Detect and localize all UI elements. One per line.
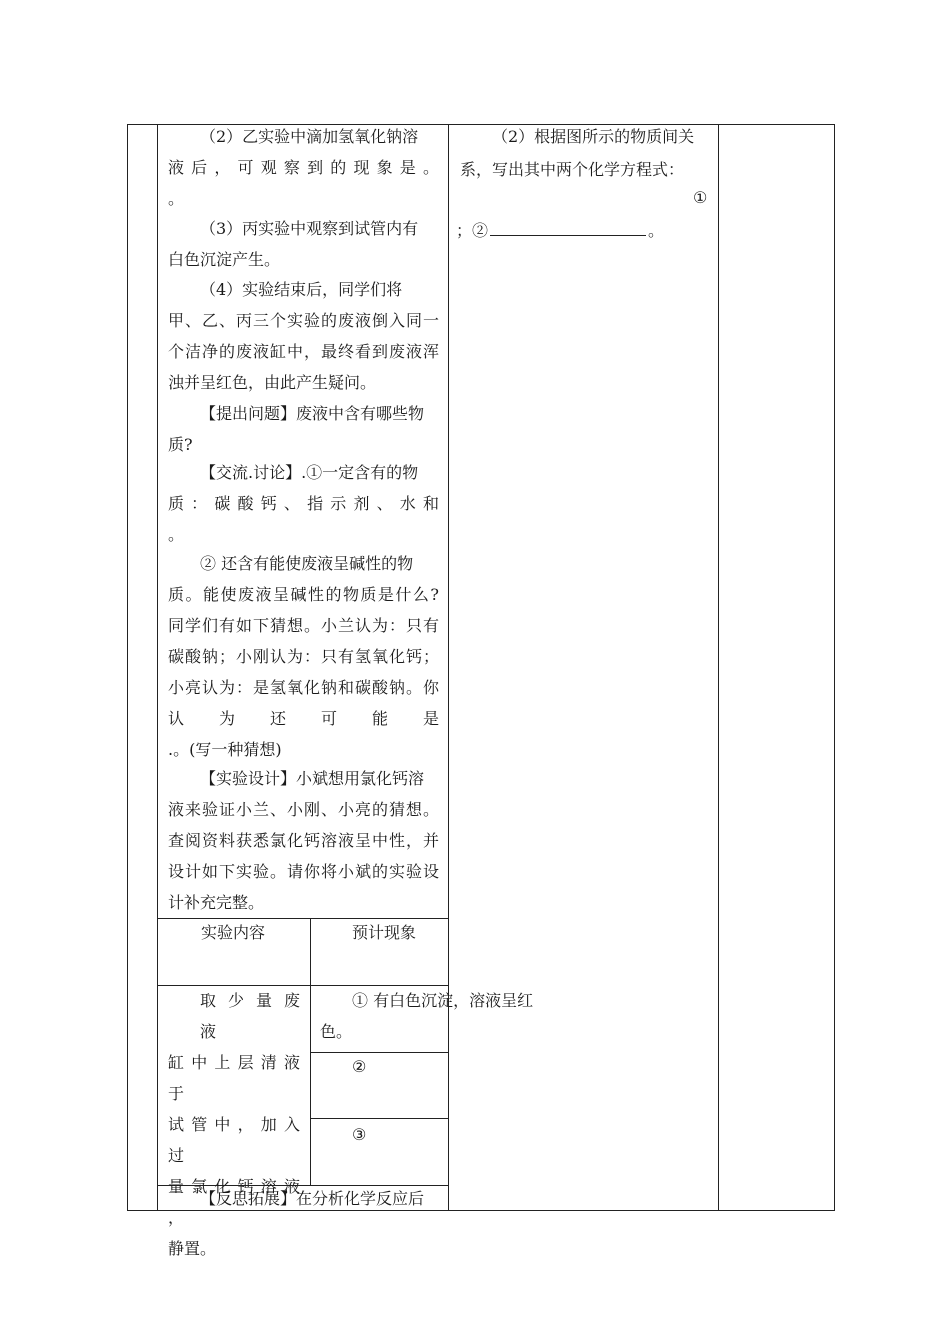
raise-question: 【提出问题】废液中含有哪些物 质? xyxy=(168,404,425,454)
phenomenon-3: ③ xyxy=(352,1125,367,1144)
question-2: （2）乙实验中滴加氢氧化钠溶 液 后 ， 可 观 察 到 的 现 象 是 。 。 xyxy=(168,127,439,208)
equation-2-line xyxy=(456,216,664,246)
table-right-border xyxy=(834,124,835,1211)
column-divider-2 xyxy=(448,124,449,1211)
column-divider-1 xyxy=(157,124,158,1211)
equation-2-prefix: ；② xyxy=(456,221,489,240)
question-4: （4）实验结束后，同学们将 甲、乙、丙三个实验的废液倒入同一 个洁净的废液缸中，最终看到废液浑 浊并呈红色，由此产生疑问。 xyxy=(168,280,439,392)
phenomenon-1: ① 有白色沉淀，溶液呈红 色。 xyxy=(320,991,534,1041)
experiment-content-cell: 取 少 量 废 液 缸 中 上 层 清 液 于 试 管 中 ， 加 入 过 量 氯 化 钙 溶 液 ， 静置。 xyxy=(168,991,300,1258)
right-question-2-line1: （2）根据图所示的物质间关 xyxy=(492,127,695,146)
equation-2-suffix: 。 xyxy=(648,221,665,240)
header-experiment-content: 实验内容 xyxy=(201,923,266,942)
discussion: 【交流.讨论】.①一定含有的物 质 ： 碳 酸 钙 、 指 示 剂 、 水 和 。 xyxy=(168,463,439,544)
column-divider-3 xyxy=(718,124,719,1211)
question-3: （3）丙实验中观察到试管内有 白色沉淀产生。 xyxy=(168,219,419,269)
equation-1-marker: ① xyxy=(693,188,708,207)
right-question-2-line2: 系，写出其中两个化学方程式： xyxy=(460,160,685,179)
inner-table-row2-bottom xyxy=(310,1118,449,1119)
reflection: 【反思拓展】在分析化学反应后 xyxy=(200,1189,425,1208)
inner-table-column-divider xyxy=(310,918,311,1186)
table-left-border xyxy=(127,124,128,1211)
phenomenon-2: ② xyxy=(352,1057,367,1076)
header-expected-phenomenon: 预计现象 xyxy=(352,923,417,942)
answer-blank xyxy=(490,219,646,236)
inner-table-row1-bottom xyxy=(310,1052,449,1053)
experiment-design: 【实验设计】小斌想用氯化钙溶 液来验证小兰、小刚、小亮的猜想。 查阅资料获悉氯化钙溶液呈中性，并 设计如下实验。请你将小斌的实验设 计补充完整。 xyxy=(168,769,439,912)
discussion-part-2: ② 还含有能使废液呈碱性的物 质。能使废液呈碱性的物质是什么? 同学们有如下猜想。小兰认为：只有 碳酸钠；小刚认为：只有氢氧化钙； 小亮认为：是氢氧化钠和碳酸钠。你 认 为 还 可 能 是 .。(写一种猜想) xyxy=(168,554,439,759)
